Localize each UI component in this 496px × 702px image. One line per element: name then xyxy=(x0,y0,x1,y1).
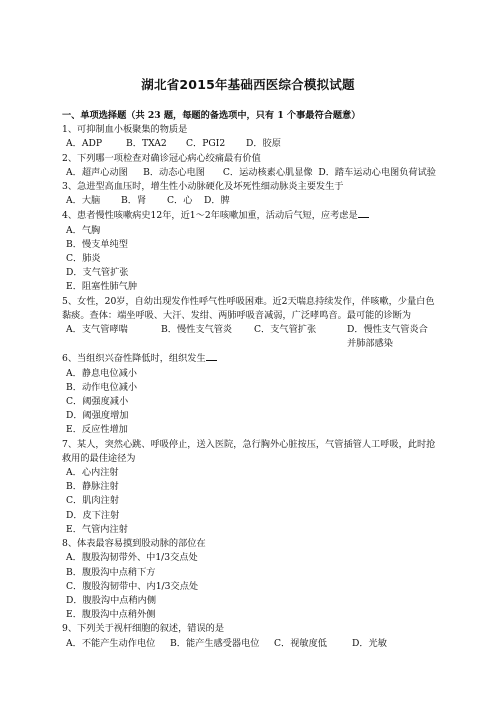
option: E．腹股沟中点稍外侧 xyxy=(66,609,156,621)
options-row xyxy=(62,637,436,651)
option: B．慢性支气管炎 xyxy=(161,324,233,336)
option: A．ADP xyxy=(66,138,103,150)
option: E．反应性增加 xyxy=(66,424,128,436)
option: A．超声心动图 xyxy=(66,166,128,178)
option: A．大脑 xyxy=(66,195,101,207)
option: B．TXA2 xyxy=(126,138,167,150)
option: D．脾 xyxy=(204,195,230,207)
option: A．不能产生动作电位 xyxy=(66,637,156,649)
option: A．心内注射 xyxy=(66,467,119,479)
option: C．心 xyxy=(167,195,193,207)
option: D．慢性支气管炎合并肺部感染 xyxy=(347,324,428,350)
option: A．静息电位减小 xyxy=(66,367,137,379)
option: C．肌肉注射 xyxy=(66,495,119,507)
option: D．皮下注射 xyxy=(66,509,120,521)
question-stem-line xyxy=(62,351,436,366)
question-stem: 7、某人，突然心跳、呼吸停止，送入医院，急行胸外心脏按压，气管插管人工呼吸，此时抢救用的最佳途径为 xyxy=(62,438,436,464)
question-stem: 8、体表最容易摸到股动脉的部位在 xyxy=(62,538,206,550)
option: E．气管内注射 xyxy=(66,523,128,535)
options-row xyxy=(62,323,436,351)
option: D．踏车运动心电图负荷试验 xyxy=(318,166,436,178)
question-stem: 3、急进型高血压时，增生性小动脉硬化及坏死性细动脉炎主要发生于 xyxy=(62,181,344,193)
option: C．阈强度减小 xyxy=(66,396,129,408)
option: C．视敏度低 xyxy=(274,637,327,649)
answer-blank xyxy=(358,208,369,218)
option: B．静脉注射 xyxy=(66,481,119,493)
option: C．PGI2 xyxy=(186,138,226,150)
question-stem: 4、患者慢性咳嗽病史12年，近1～2年咳嗽加重，活动后气短，应考虑是 xyxy=(62,210,358,222)
option: B．动态心电图 xyxy=(143,166,205,178)
option: B．动作电位减小 xyxy=(66,381,138,393)
option: E．阻塞性肺气肿 xyxy=(66,281,138,293)
option: C．肺炎 xyxy=(66,253,101,265)
options-row xyxy=(62,194,436,208)
option: B．能产生感受器电位 xyxy=(170,637,260,649)
option: A．气胸 xyxy=(66,224,101,236)
options-row xyxy=(62,137,436,151)
option: D．腹股沟中点稍内侧 xyxy=(66,594,157,606)
option: A．腹股沟韧带外、中1/3交点处 xyxy=(66,552,198,564)
option: D．支气管扩张 xyxy=(66,267,129,279)
option: D．胶原 xyxy=(246,138,281,150)
page-title: 湖北省2015年基础西医综合模拟试题 xyxy=(141,77,355,92)
option: A．支气管哮喘 xyxy=(66,324,128,336)
option: D．阈强度增加 xyxy=(66,410,129,422)
question-stem: 5、女性，20岁，自幼出现发作性呼气性呼吸困难。近2天喘息持续发作，伴咳嗽，少量白色黏痰。查体：端坐呼吸、大汗、发绀、两肺呼吸音减弱，广泛哮鸣音。最可能的诊断为 xyxy=(62,295,435,321)
question-stem: 1、可抑制血小板聚集的物质是 xyxy=(62,124,188,136)
option: D．光敏 xyxy=(352,637,387,649)
options-row xyxy=(62,166,436,180)
option: C．腹股沟韧带中、内1/3交点处 xyxy=(66,580,199,592)
question-stem-line xyxy=(62,208,436,223)
question-stem: 6、当组织兴奋性降低时，组织发生 xyxy=(62,353,206,365)
question-stem: 2、下列哪一项检查对确诊冠心病心绞痛最有价值 xyxy=(62,152,261,164)
option: B．慢支单纯型 xyxy=(66,238,128,250)
document-body xyxy=(62,109,436,651)
question-stem: 9、下列关于视杆细胞的叙述，错误的是 xyxy=(62,623,225,635)
option: C．运动核素心肌显像 xyxy=(222,166,313,178)
answer-blank xyxy=(206,351,217,361)
option: C．支气管扩张 xyxy=(254,324,317,336)
section-heading: 一、单项选择题（共 23 题，每题的备选项中，只有 1 个事最符合题意） xyxy=(62,110,361,121)
option: B．肾 xyxy=(121,195,147,207)
option: B．腹股沟中点稍下方 xyxy=(66,566,156,578)
